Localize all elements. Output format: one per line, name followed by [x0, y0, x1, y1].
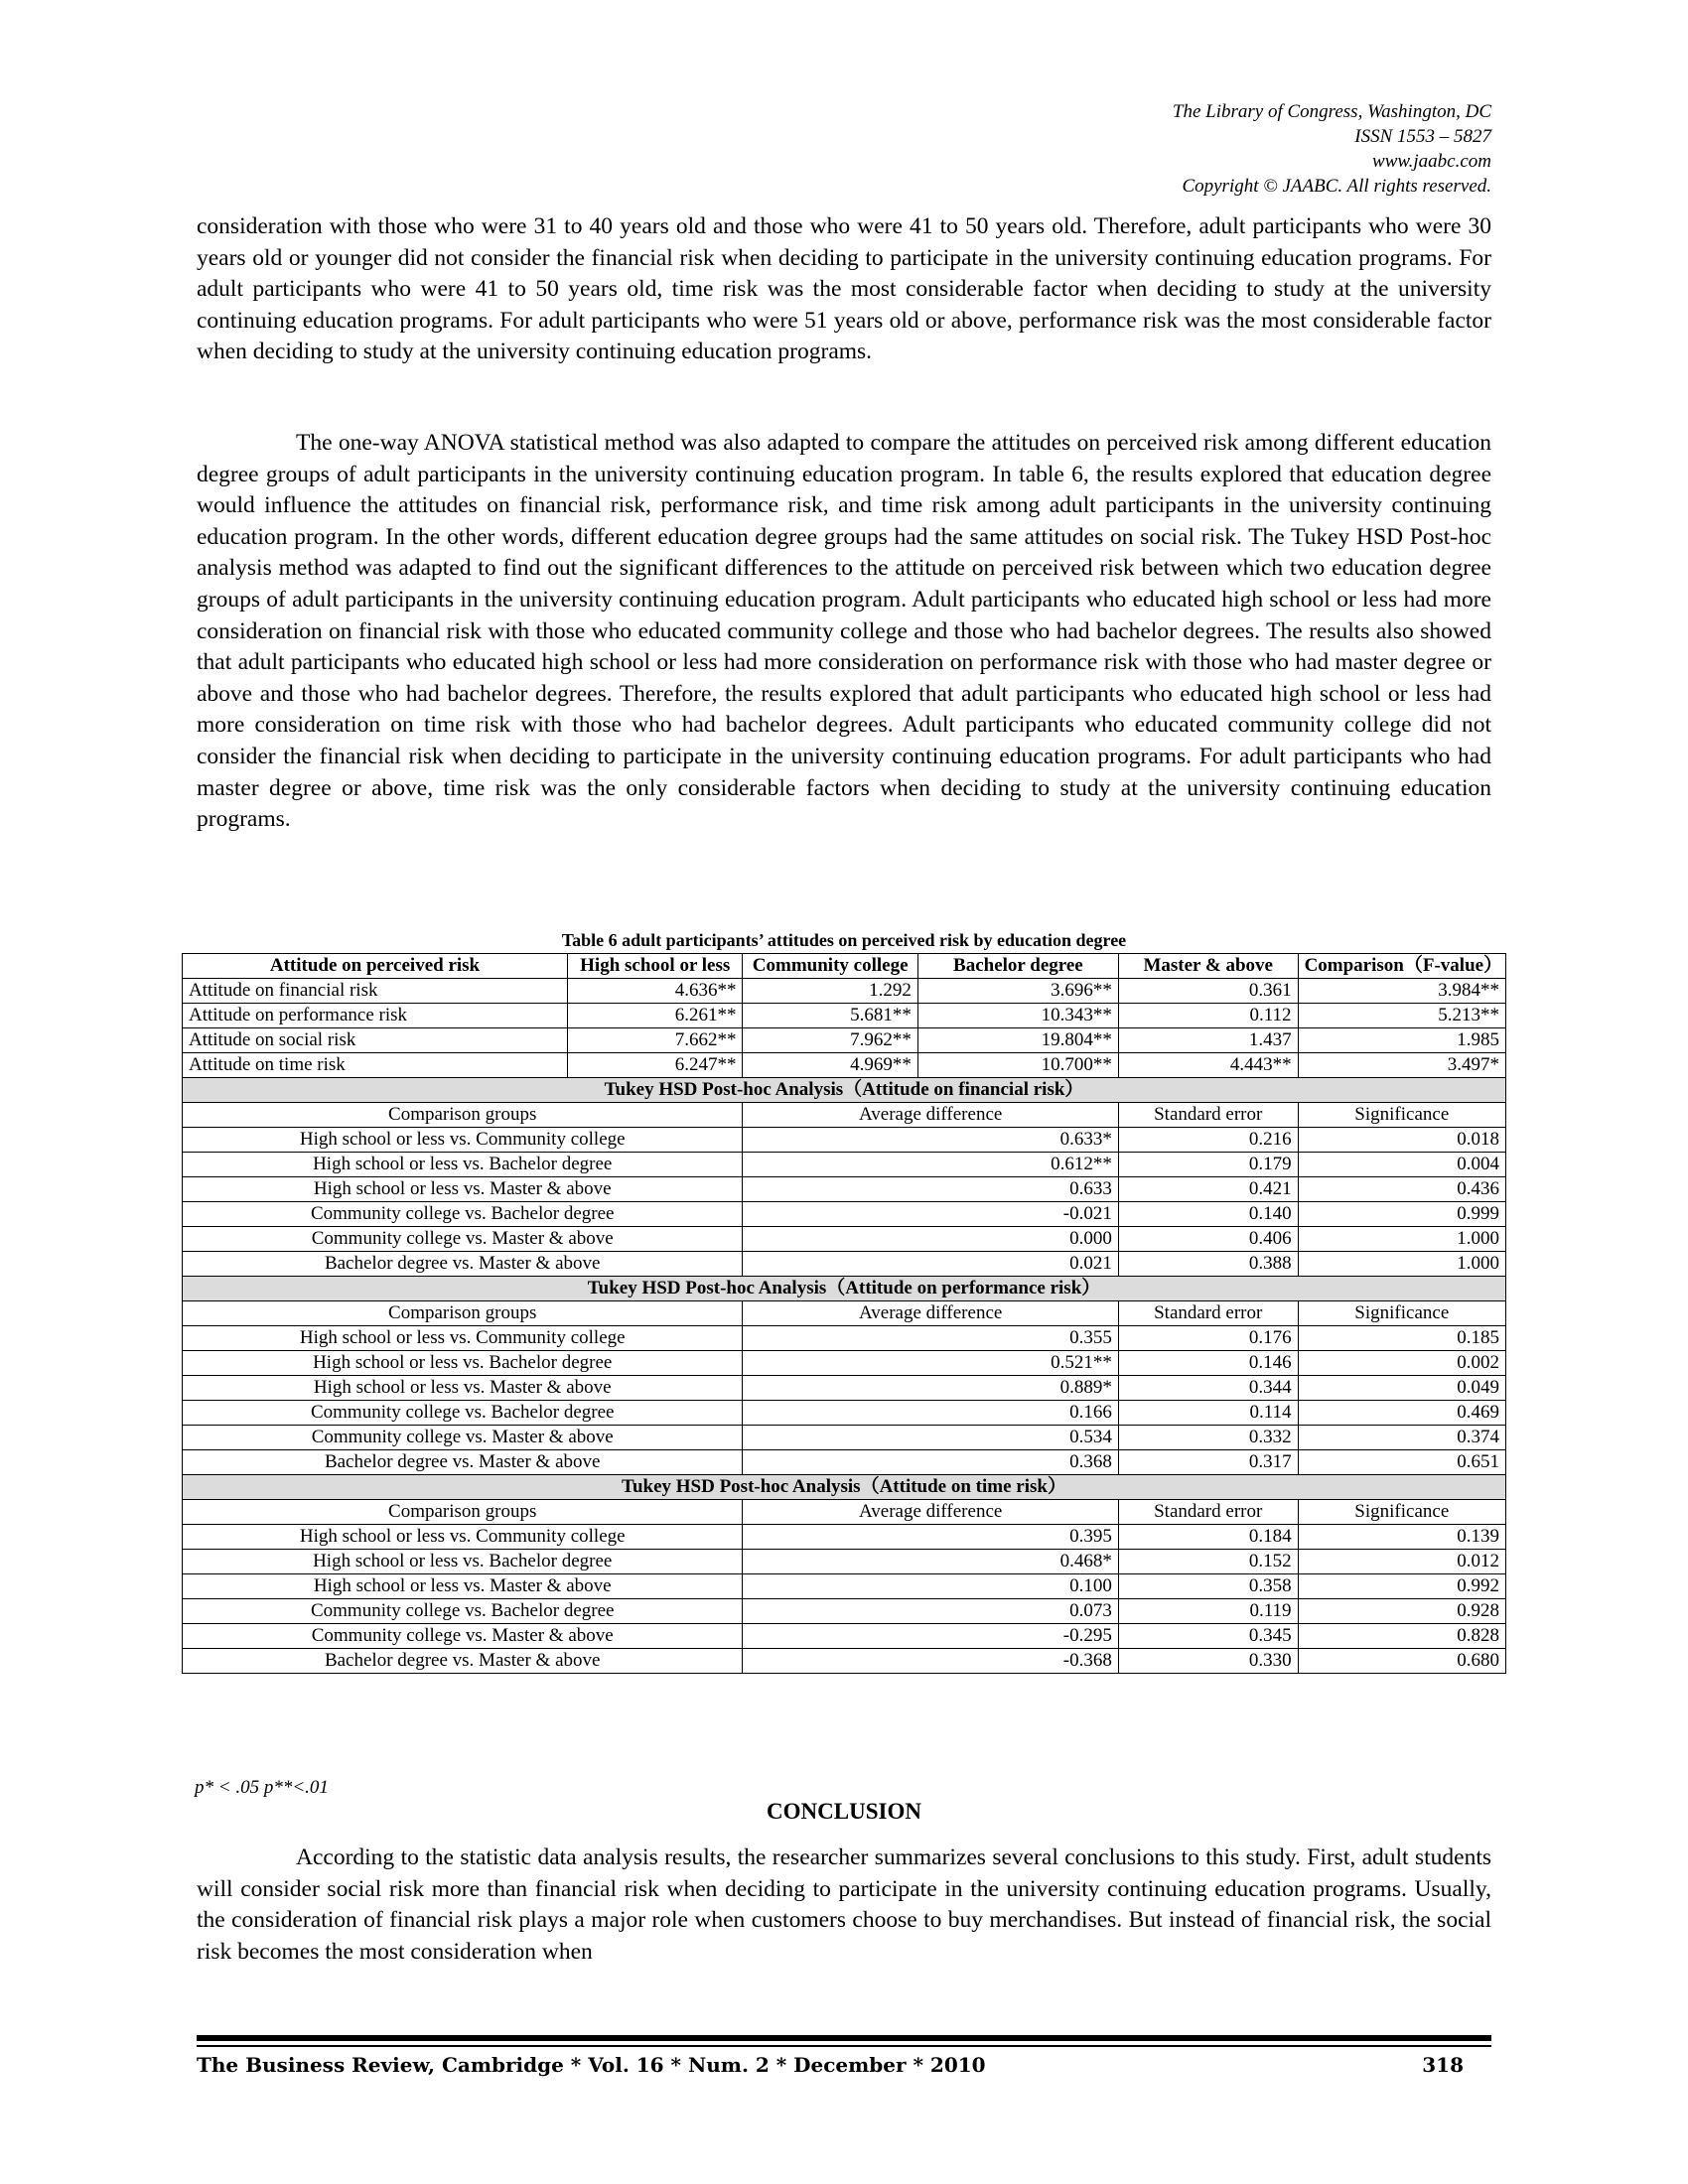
posthoc-cell: 0.332	[1118, 1426, 1298, 1450]
table-row	[183, 1028, 1506, 1053]
comparison-group: Community college vs. Bachelor degree	[183, 1202, 743, 1227]
posthoc-cell: 0.436	[1298, 1177, 1505, 1202]
row-label: Attitude on social risk	[183, 1028, 568, 1053]
row-label: Attitude on performance risk	[183, 1004, 568, 1028]
table-header-cell: Master & above	[1118, 954, 1298, 979]
header-line-1: The Library of Congress, Washington, DC	[1172, 101, 1491, 122]
comparison-group: Community college vs. Master & above	[183, 1227, 743, 1252]
comparison-group: Bachelor degree vs. Master & above	[183, 1649, 743, 1674]
table-row	[183, 1053, 1506, 1078]
posthoc-row	[183, 1202, 1506, 1227]
table-cell: 1.437	[1118, 1028, 1298, 1053]
posthoc-cell: 0.140	[1118, 1202, 1298, 1227]
comparison-group: Community college vs. Master & above	[183, 1426, 743, 1450]
table-header-row	[183, 954, 1506, 979]
posthoc-section-title: Tukey HSD Post-hoc Analysis（Attitude on financial risk）	[183, 1078, 1506, 1103]
posthoc-row	[183, 1128, 1506, 1153]
posthoc-subheader-cell: Standard error	[1118, 1103, 1298, 1128]
posthoc-subheader-cell: Significance	[1298, 1103, 1505, 1128]
comparison-group: High school or less vs. Bachelor degree	[183, 1351, 743, 1376]
row-label: Attitude on financial risk	[183, 979, 568, 1004]
posthoc-cell: 1.000	[1298, 1227, 1505, 1252]
posthoc-row	[183, 1227, 1506, 1252]
comparison-group: High school or less vs. Bachelor degree	[183, 1153, 743, 1177]
posthoc-cell: 0.469	[1298, 1401, 1505, 1426]
posthoc-cell: 0.521**	[743, 1351, 1118, 1376]
table-cell: 10.700**	[917, 1053, 1118, 1078]
paragraph-2	[197, 428, 1491, 836]
comparison-group: High school or less vs. Master & above	[183, 1376, 743, 1401]
posthoc-subheader-cell: Average difference	[743, 1301, 1118, 1326]
posthoc-subheader-cell: Standard error	[1118, 1301, 1298, 1326]
table-cell: 7.662**	[567, 1028, 742, 1053]
posthoc-row	[183, 1525, 1506, 1550]
posthoc-row	[183, 1599, 1506, 1624]
posthoc-cell: 0.680	[1298, 1649, 1505, 1674]
posthoc-cell: 0.139	[1298, 1525, 1505, 1550]
posthoc-subheader-row	[183, 1500, 1506, 1525]
results-table	[182, 953, 1506, 1674]
comparison-group: Bachelor degree vs. Master & above	[183, 1450, 743, 1475]
posthoc-subheader-cell: Average difference	[743, 1103, 1118, 1128]
posthoc-cell: 0.002	[1298, 1351, 1505, 1376]
table-header-cell: High school or less	[567, 954, 742, 979]
page-number: 318	[1422, 2053, 1464, 2077]
posthoc-row	[183, 1177, 1506, 1202]
posthoc-cell: 0.345	[1118, 1624, 1298, 1649]
comparison-group: Bachelor degree vs. Master & above	[183, 1252, 743, 1277]
paragraph-1-text: consideration with those who were 31 to 40 years old and those who were 41 to 50 years old. Therefore, adult participants who were 30 years old or younger did not consider the financial risk when deciding to participate in the university continuing education programs. For adult participants who were 41 to 50 years old, time risk was the most considerable factor when deciding to study at the university continuing education programs. For adult participants who were 51 years old or above, performance risk was the most considerable factor when deciding to study at the university continuing education programs.	[197, 213, 1491, 365]
results-table-body	[183, 954, 1506, 1674]
table-cell: 5.681**	[743, 1004, 917, 1028]
footer-journal: The Business Review, Cambridge * Vol. 16 * Num. 2 * December * 2010	[197, 2053, 986, 2077]
posthoc-row	[183, 1376, 1506, 1401]
comparison-group: High school or less vs. Master & above	[183, 1177, 743, 1202]
posthoc-cell: 0.166	[743, 1401, 1118, 1426]
posthoc-cell: 0.185	[1298, 1326, 1505, 1351]
posthoc-cell: 0.073	[743, 1599, 1118, 1624]
posthoc-row	[183, 1351, 1506, 1376]
posthoc-cell: 0.828	[1298, 1624, 1505, 1649]
posthoc-row	[183, 1649, 1506, 1674]
posthoc-cell: 0.388	[1118, 1252, 1298, 1277]
posthoc-row	[183, 1574, 1506, 1599]
posthoc-cell: 0.184	[1118, 1525, 1298, 1550]
posthoc-cell: 0.176	[1118, 1326, 1298, 1351]
footer-rule-thick	[197, 2035, 1491, 2041]
posthoc-cell: 0.100	[743, 1574, 1118, 1599]
comparison-group: Community college vs. Bachelor degree	[183, 1599, 743, 1624]
table-cell: 0.112	[1118, 1004, 1298, 1028]
posthoc-section-title-row	[183, 1475, 1506, 1500]
table-header-cell: Attitude on perceived risk	[183, 954, 568, 979]
posthoc-cell: 0.344	[1118, 1376, 1298, 1401]
posthoc-cell: 0.468*	[743, 1550, 1118, 1574]
comparison-group: High school or less vs. Community college	[183, 1525, 743, 1550]
posthoc-cell: 0.018	[1298, 1128, 1505, 1153]
table-cell: 4.443**	[1118, 1053, 1298, 1078]
posthoc-cell: 0.421	[1118, 1177, 1298, 1202]
posthoc-cell: 0.000	[743, 1227, 1118, 1252]
posthoc-cell: 0.114	[1118, 1401, 1298, 1426]
posthoc-section-title: Tukey HSD Post-hoc Analysis（Attitude on time risk）	[183, 1475, 1506, 1500]
comparison-group: High school or less vs. Bachelor degree	[183, 1550, 743, 1574]
comparison-group: High school or less vs. Master & above	[183, 1574, 743, 1599]
posthoc-cell: -0.295	[743, 1624, 1118, 1649]
posthoc-row	[183, 1550, 1506, 1574]
table-cell: 6.247**	[567, 1053, 742, 1078]
posthoc-cell: 0.355	[743, 1326, 1118, 1351]
header-line-3: www.jaabc.com	[1372, 151, 1491, 172]
posthoc-cell: 0.651	[1298, 1450, 1505, 1475]
posthoc-cell: 0.374	[1298, 1426, 1505, 1450]
header-line-2: ISSN 1553 – 5827	[1354, 126, 1491, 147]
posthoc-cell: 0.368	[743, 1450, 1118, 1475]
posthoc-subheader-row	[183, 1103, 1506, 1128]
table-row	[183, 979, 1506, 1004]
posthoc-cell: 0.216	[1118, 1128, 1298, 1153]
posthoc-subheader-cell: Comparison groups	[183, 1500, 743, 1525]
paragraph-1	[197, 211, 1491, 368]
table-cell: 3.984**	[1298, 979, 1505, 1004]
table-cell: 4.969**	[743, 1053, 917, 1078]
table-cell: 4.636**	[567, 979, 742, 1004]
posthoc-cell: 0.992	[1298, 1574, 1505, 1599]
header-line-4: Copyright © JAABC. All rights reserved.	[1182, 176, 1491, 197]
paragraph-3	[197, 1843, 1491, 1968]
paragraph-2-text: The one-way ANOVA statistical method was also adapted to compare the attitudes on perceived risk among different education degree groups of adult participants in the university continuing education program. In table 6, the results explored that education degree would influence the attitudes on financial risk, performance risk, and time risk among adult participants in the university continuing education program. In the other words, different education degree groups had the same attitudes on social risk. The Tukey HSD Post-hoc analysis method was adapted to find out the significant differences to the attitude on perceived risk between which two education degree groups of adult participants in the university continuing education program. Adult participants who educated high school or less had more consideration on financial risk with those who educated community college and those who had bachelor degrees. The results also showed that adult participants who educated high school or less had more consideration on performance risk with those who had master degree or above and those who had bachelor degrees. Therefore, the results explored that adult participants who educated high school or less had more consideration on time risk with those who had bachelor degrees. Adult participants who educated community college did not consider the financial risk when deciding to participate in the university continuing education programs. For adult participants who had master degree or above, time risk was the only considerable factors when deciding to study at the university continuing education programs.	[197, 430, 1491, 833]
posthoc-subheader-cell: Standard error	[1118, 1500, 1298, 1525]
table-row	[183, 1004, 1506, 1028]
posthoc-row	[183, 1624, 1506, 1649]
table-cell: 10.343**	[917, 1004, 1118, 1028]
posthoc-cell: 1.000	[1298, 1252, 1505, 1277]
table-cell: 3.696**	[917, 979, 1118, 1004]
journal-header	[1173, 99, 1491, 199]
table-footnote: p* < .05 p**<.01	[195, 1777, 329, 1798]
posthoc-cell: 0.534	[743, 1426, 1118, 1450]
posthoc-cell: 0.395	[743, 1525, 1118, 1550]
comparison-group: Community college vs. Master & above	[183, 1624, 743, 1649]
posthoc-cell: 0.633	[743, 1177, 1118, 1202]
posthoc-cell: 0.330	[1118, 1649, 1298, 1674]
posthoc-cell: 0.012	[1298, 1550, 1505, 1574]
posthoc-row	[183, 1426, 1506, 1450]
posthoc-cell: 0.358	[1118, 1574, 1298, 1599]
posthoc-subheader-cell: Average difference	[743, 1500, 1118, 1525]
posthoc-cell: 0.179	[1118, 1153, 1298, 1177]
posthoc-cell: 0.021	[743, 1252, 1118, 1277]
posthoc-cell: 0.406	[1118, 1227, 1298, 1252]
table-cell: 3.497*	[1298, 1053, 1505, 1078]
posthoc-section-title-row	[183, 1277, 1506, 1301]
page-footer	[197, 2053, 1491, 2077]
posthoc-cell: 0.119	[1118, 1599, 1298, 1624]
table-header-cell: Comparison（F-value）	[1298, 954, 1505, 979]
footer-rule-thin	[197, 2045, 1491, 2047]
table-cell: 5.213**	[1298, 1004, 1505, 1028]
posthoc-row	[183, 1153, 1506, 1177]
posthoc-cell: 0.928	[1298, 1599, 1505, 1624]
posthoc-cell: 0.999	[1298, 1202, 1505, 1227]
posthoc-row	[183, 1326, 1506, 1351]
posthoc-section-title: Tukey HSD Post-hoc Analysis（Attitude on performance risk）	[183, 1277, 1506, 1301]
comparison-group: High school or less vs. Community college	[183, 1326, 743, 1351]
table-caption: Table 6 adult participants’ attitudes on perceived risk by education degree	[561, 930, 1127, 950]
table-cell: 1.985	[1298, 1028, 1505, 1053]
table-cell: 0.361	[1118, 979, 1298, 1004]
posthoc-subheader-row	[183, 1301, 1506, 1326]
posthoc-section-title-row	[183, 1078, 1506, 1103]
posthoc-cell: -0.021	[743, 1202, 1118, 1227]
row-label: Attitude on time risk	[183, 1053, 568, 1078]
posthoc-subheader-cell: Significance	[1298, 1500, 1505, 1525]
section-heading: CONCLUSION	[767, 1799, 921, 1824]
comparison-group: High school or less vs. Community college	[183, 1128, 743, 1153]
posthoc-cell: 0.633*	[743, 1128, 1118, 1153]
posthoc-cell: 0.152	[1118, 1550, 1298, 1574]
table-header-cell: Community college	[743, 954, 917, 979]
posthoc-row	[183, 1401, 1506, 1426]
posthoc-cell: 0.889*	[743, 1376, 1118, 1401]
posthoc-cell: 0.049	[1298, 1376, 1505, 1401]
posthoc-subheader-cell: Significance	[1298, 1301, 1505, 1326]
comparison-group: Community college vs. Bachelor degree	[183, 1401, 743, 1426]
paragraph-3-text: According to the statistic data analysis results, the researcher summarizes several conclusions to this study. First, adult students will consider social risk more than financial risk when deciding to participate in the university continuing education programs. Usually, the consideration of financial risk plays a major role when customers choose to buy merchandises. But instead of financial risk, the social risk becomes the most consideration when	[197, 1844, 1491, 1965]
posthoc-subheader-cell: Comparison groups	[183, 1103, 743, 1128]
table-cell: 19.804**	[917, 1028, 1118, 1053]
posthoc-cell: 0.146	[1118, 1351, 1298, 1376]
table-cell: 7.962**	[743, 1028, 917, 1053]
table-cell: 1.292	[743, 979, 917, 1004]
posthoc-cell: 0.004	[1298, 1153, 1505, 1177]
posthoc-cell: 0.612**	[743, 1153, 1118, 1177]
posthoc-cell: 0.317	[1118, 1450, 1298, 1475]
posthoc-subheader-cell: Comparison groups	[183, 1301, 743, 1326]
table-header-cell: Bachelor degree	[917, 954, 1118, 979]
table-cell: 6.261**	[567, 1004, 742, 1028]
posthoc-row	[183, 1252, 1506, 1277]
posthoc-row	[183, 1450, 1506, 1475]
posthoc-cell: -0.368	[743, 1649, 1118, 1674]
